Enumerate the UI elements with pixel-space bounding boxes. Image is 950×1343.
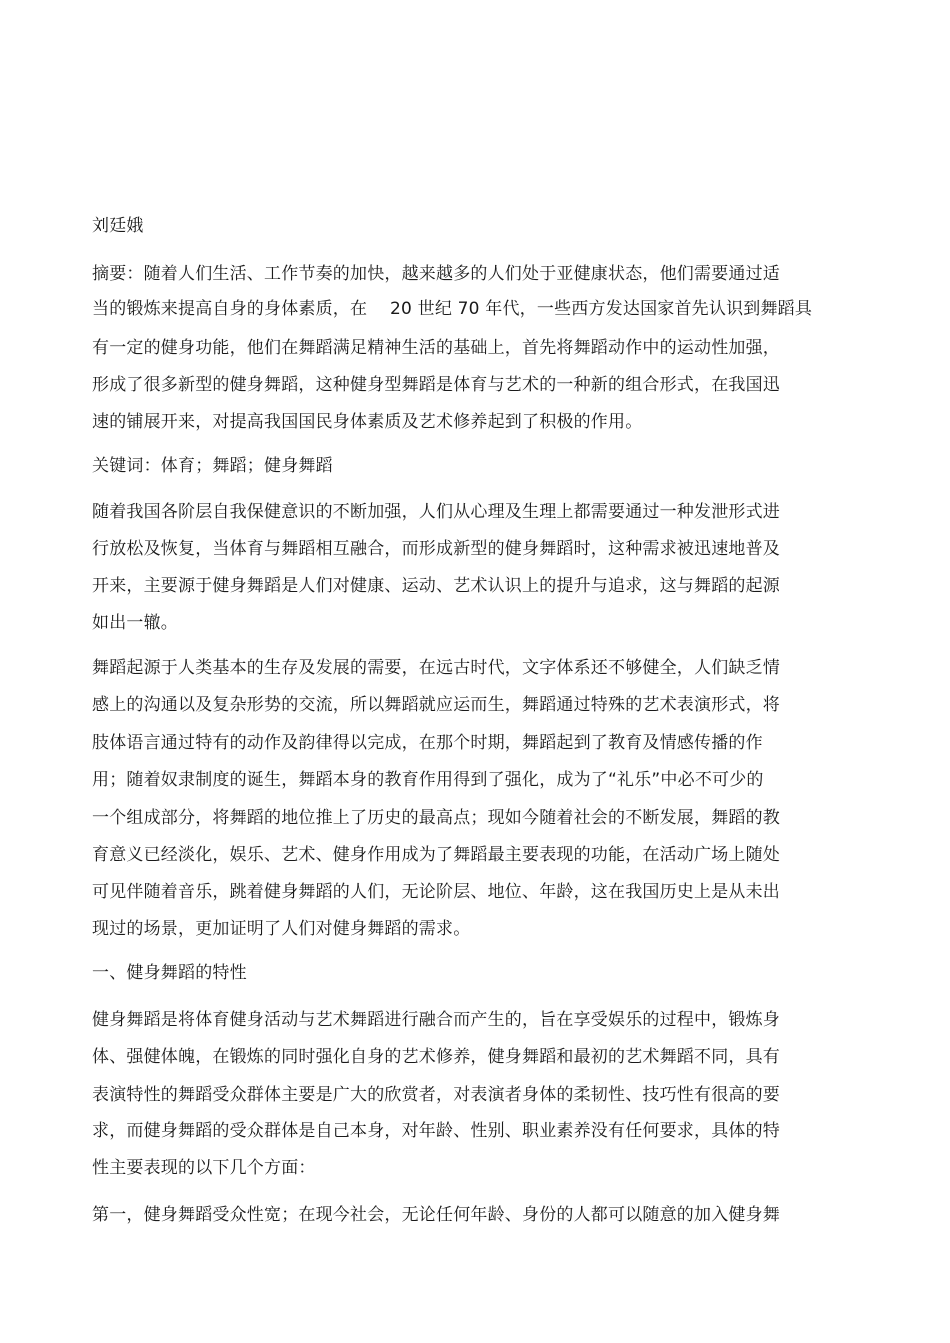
- paragraph-line: 第一，健身舞蹈受众性宽；在现今社会，无论任何年龄、身份的人都可以随意的加入健身舞: [92, 1205, 780, 1225]
- paragraph-line: 开来，主要源于健身舞蹈是人们对健康、运动、艺术认识上的提升与追求，这与舞蹈的起源: [92, 576, 780, 596]
- paragraph-line: 一个组成部分，将舞蹈的地位推上了历史的最高点；现如今随着社会的不断发展，舞蹈的教: [92, 808, 780, 828]
- paragraph-line: 肢体语言通过特有的动作及韵律得以完成，在那个时期，舞蹈起到了教育及情感传播的作: [92, 733, 763, 753]
- keywords-line: 关键词：体育；舞蹈；健身舞蹈: [92, 456, 333, 476]
- section-heading: 一、健身舞蹈的特性: [92, 963, 247, 983]
- abstract-line: 有一定的健身功能，他们在舞蹈满足精神生活的基础上，首先将舞蹈动作中的运动性加强，: [92, 338, 780, 358]
- paragraph-line: 舞蹈起源于人类基本的生存及发展的需要，在远古时代，文字体系还不够健全，人们缺乏情: [92, 658, 780, 678]
- paragraph-line: 现过的场景，更加证明了人们对健身舞蹈的需求。: [92, 919, 471, 939]
- author-name: 刘廷娥: [92, 216, 144, 236]
- paragraph-line: 体、强健体魄，在锻炼的同时强化自身的艺术修养，健身舞蹈和最初的艺术舞蹈不同，具有: [92, 1047, 780, 1067]
- abstract-line: 速的铺展开来，对提高我国国民身体素质及艺术修养起到了积极的作用。: [92, 412, 643, 432]
- paragraph-line: 育意义已经淡化，娱乐、艺术、健身作用成为了舞蹈最主要表现的功能，在活动广场上随处: [92, 845, 780, 865]
- paragraph-line: 健身舞蹈是将体育健身活动与艺术舞蹈进行融合而产生的，旨在享受娱乐的过程中，锻炼身: [92, 1010, 780, 1030]
- paragraph-line: 用；随着奴隶制度的诞生，舞蹈本身的教育作用得到了强化，成为了“礼乐”中必不可少的: [92, 770, 764, 790]
- paragraph-line: 如出一辙。: [92, 613, 178, 633]
- paragraph-line: 感上的沟通以及复杂形势的交流，所以舞蹈就应运而生，舞蹈通过特殊的艺术表演形式，将: [92, 695, 780, 715]
- paragraph-line: 随着我国各阶层自我保健意识的不断加强，人们从心理及生理上都需要通过一种发泄形式进: [92, 502, 780, 522]
- paragraph-line: 行放松及恢复，当体育与舞蹈相互融合，而形成新型的健身舞蹈时，这种需求被迅速地普及: [92, 539, 780, 559]
- paragraph-line: 表演特性的舞蹈受众群体主要是广大的欣赏者，对表演者身体的柔韧性、技巧性有很高的要: [92, 1085, 780, 1105]
- paragraph-line: 可见伴随着音乐，跳着健身舞蹈的人们，无论阶层、地位、年龄，这在我国历史上是从未出: [92, 882, 780, 902]
- abstract-line: 摘要：随着人们生活、工作节奏的加快，越来越多的人们处于亚健康状态，他们需要通过适: [92, 264, 780, 284]
- abstract-line: 形成了很多新型的健身舞蹈，这种健身型舞蹈是体育与艺术的一种新的组合形式，在我国迅: [92, 375, 780, 395]
- abstract-line: 当的锻炼来提高自身的身体素质，在 20 世纪 70 年代，一些西方发达国家首先认识到舞蹈具: [92, 299, 813, 319]
- paragraph-line: 求，而健身舞蹈的受众群体是自己本身，对年龄、性别、职业素养没有任何要求，具体的特: [92, 1121, 780, 1141]
- paragraph-line: 性主要表现的以下几个方面：: [92, 1158, 316, 1178]
